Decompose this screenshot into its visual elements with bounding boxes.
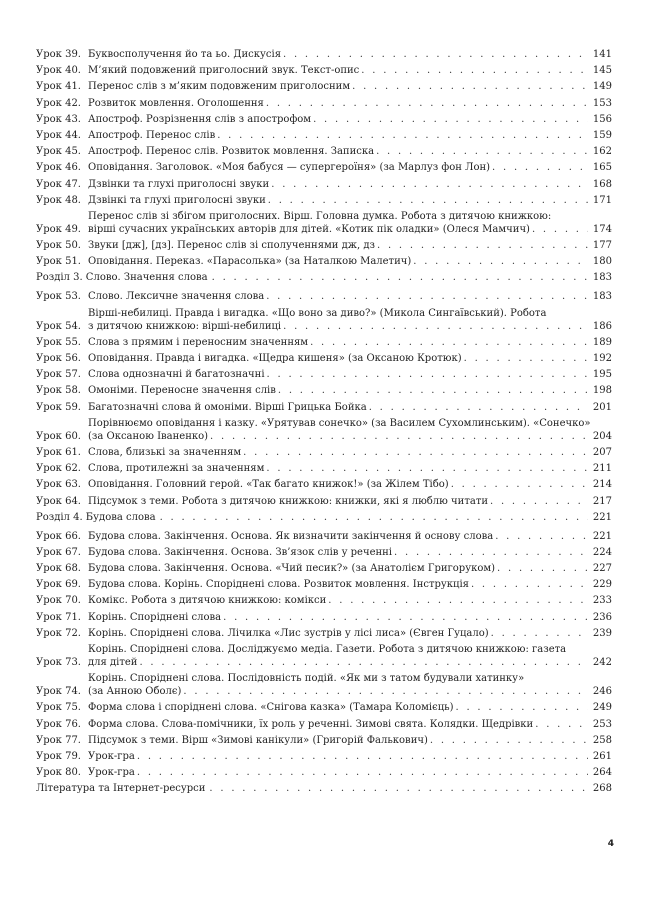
lesson-number: Урок 53. [36, 291, 81, 303]
entry-body [88, 178, 612, 191]
entry-title-row [88, 113, 612, 126]
toc-lesson-entry [36, 530, 612, 543]
entry-title: Омоніми. Переносне значення слів [88, 385, 276, 397]
entry-body [88, 129, 612, 142]
entry-title-row [88, 495, 612, 508]
entry-title: Урок-гра [88, 767, 135, 779]
dot-leader [369, 401, 588, 414]
dot-leader [464, 352, 588, 365]
entry-body [88, 766, 612, 779]
lesson-number: Урок 61. [36, 446, 81, 458]
entry-title-line: Корінь. Споріднені слова. Досліджуємо медіа. Газети. Робота з дитячою книжкою: газета [88, 644, 567, 655]
entry-title: Слова однозначні й багатозначні [88, 369, 265, 381]
entry-title-row [36, 511, 612, 524]
dot-leader [183, 685, 588, 698]
toc-lesson-entry [36, 611, 612, 624]
dot-leader [267, 368, 588, 381]
entry-body [88, 239, 612, 252]
entry-title-row [88, 223, 612, 236]
entry-title-row [88, 64, 612, 77]
dot-leader [328, 594, 588, 607]
entry-body [88, 97, 612, 110]
toc-lesson-entry [36, 194, 612, 207]
lesson-number: Урок 49. [36, 223, 81, 235]
entry-title-row [36, 271, 612, 284]
entry-title-row [88, 239, 612, 252]
entry-title-row [88, 401, 612, 414]
entry-body [88, 384, 612, 397]
entry-title-row [88, 750, 612, 763]
page-ref: 162 [592, 146, 612, 158]
entry-title-row [88, 594, 612, 607]
toc-lesson-entry [36, 417, 612, 443]
page-ref: 168 [592, 178, 612, 190]
entry-title: Будова слова. Закінчення. Основа. Як визначити закінчення й основу слова [88, 530, 494, 542]
lesson-number: Урок 74. [36, 686, 81, 698]
entry-title-row [88, 255, 612, 268]
lesson-number: Урок 69. [36, 579, 81, 591]
toc-lesson-entry [36, 255, 612, 268]
toc-lesson-entry [36, 750, 612, 763]
page-ref: 239 [592, 627, 612, 639]
page-ref: 221 [592, 530, 612, 542]
toc-lesson-entry [36, 401, 612, 414]
dot-leader [471, 578, 588, 591]
lesson-number: Урок 76. [36, 718, 81, 730]
entry-title-row [88, 368, 612, 381]
entry-body [88, 611, 612, 624]
dot-leader [376, 145, 588, 158]
lesson-number: Урок 55. [36, 336, 81, 348]
entry-title-row [88, 718, 612, 731]
dot-leader [266, 462, 588, 475]
entry-title-row [88, 352, 612, 365]
lesson-number: Урок 57. [36, 369, 81, 381]
entry-body [88, 336, 612, 349]
toc-lesson-entry [36, 643, 612, 669]
entry-body [88, 578, 612, 591]
toc-lesson-entry [36, 384, 612, 397]
page-ref: 156 [592, 113, 612, 125]
entry-title: Оповідання. Правда і вигадка. «Щедра кишеня» (за Оксаною Кротюк) [88, 353, 462, 364]
entry-body [88, 594, 612, 607]
entry-title-row [88, 145, 612, 158]
dot-leader [532, 223, 588, 236]
entry-body [88, 462, 612, 475]
lesson-number: Урок 45. [36, 146, 81, 158]
page-ref: 207 [592, 446, 612, 458]
toc-lesson-entry [36, 290, 612, 303]
lesson-number: Урок 56. [36, 353, 81, 364]
toc-lesson-entry [36, 336, 612, 349]
entry-title: (за Анною Оболє) [88, 686, 182, 698]
dot-leader [209, 782, 588, 795]
toc-lesson-entry [36, 718, 612, 731]
entry-title: Слова з прямим і переносним значенням [88, 336, 309, 348]
page-ref: 177 [592, 240, 612, 252]
toc-lesson-entry [36, 161, 612, 174]
entry-title: Урок-гра [88, 750, 135, 762]
lesson-number: Урок 80. [36, 767, 81, 779]
entry-title-row [88, 627, 612, 640]
toc-lesson-entry [36, 97, 612, 110]
entry-title-row [88, 194, 612, 207]
dot-leader [268, 194, 588, 207]
toc-lesson-entry [36, 178, 612, 191]
entry-title-row [88, 462, 612, 475]
entry-title: Розділ 3. Слово. Значення слова [36, 272, 208, 284]
page-ref: 159 [592, 129, 612, 141]
page-ref: 165 [592, 162, 612, 174]
entry-title: Корінь. Споріднені слова [88, 611, 222, 623]
entry-title: Буквосполучення йо та ьо. Дискусія [88, 49, 281, 60]
table-of-contents [36, 48, 612, 801]
entry-body [88, 417, 612, 443]
entry-body [88, 401, 612, 414]
toc-lesson-entry [36, 734, 612, 747]
dot-leader [283, 320, 588, 333]
toc-lesson-entry [36, 129, 612, 142]
entry-title-row [88, 97, 612, 110]
entry-title: Форма слова. Слова-помічники, їх роль у реченні. Зимові свята. Колядки. Щедрівки [88, 718, 534, 730]
entry-title-row [88, 430, 612, 443]
lesson-number: Урок 59. [36, 401, 81, 413]
dot-leader [451, 478, 588, 491]
toc-lesson-entry [36, 462, 612, 475]
lesson-number: Урок 75. [36, 702, 81, 714]
page-ref: 246 [592, 686, 612, 698]
entry-title: Розділ 4. Будова слова [36, 511, 156, 523]
entry-title-line: Перенос слів зі збігом приголосних. Вірш. Головна думка. Робота з дитячою книжкою: [88, 210, 552, 222]
page-ref: 264 [592, 767, 612, 779]
entry-body [88, 478, 612, 491]
dot-leader [490, 495, 588, 508]
page-ref: 268 [592, 783, 612, 795]
entry-title: для дітей [88, 657, 138, 668]
lesson-number: Урок 41. [36, 81, 81, 93]
lesson-number: Урок 44. [36, 129, 81, 141]
lesson-number: Урок 60. [36, 430, 81, 442]
lesson-number: Урок 39. [36, 49, 81, 60]
entry-title: з дитячою книжкою: вірші-небилиці [88, 320, 282, 332]
entry-body [88, 530, 612, 543]
dot-leader [495, 530, 588, 543]
entry-title: Дзвінки та глухі приголосні звуки [88, 178, 270, 190]
page-ref: 149 [592, 81, 612, 93]
page-ref: 189 [592, 336, 612, 348]
lesson-number: Урок 54. [36, 320, 81, 332]
entry-title: Корінь. Споріднені слова. Лічилка «Лис зустрів у лісі лиса» (Євген Гуцало) [88, 627, 489, 639]
entry-body [88, 718, 612, 731]
entry-title-row [88, 48, 612, 61]
toc-lesson-entry [36, 307, 612, 333]
entry-title: (за Оксаною Іваненко) [88, 430, 209, 442]
entry-title: Слово. Лексичне значення слова [88, 291, 265, 303]
entry-body [88, 352, 612, 365]
toc-lesson-entry [36, 578, 612, 591]
entry-title: Слова, протилежні за значенням [88, 463, 265, 475]
dot-leader [535, 718, 588, 731]
toc-lesson-entry [36, 546, 612, 559]
entry-title: Апостроф. Перенос слів [88, 129, 216, 141]
page-ref: 229 [592, 579, 612, 591]
page-ref: 253 [592, 718, 612, 730]
toc-section-entry [36, 271, 612, 284]
dot-leader [243, 446, 588, 459]
page-ref: 183 [592, 291, 612, 303]
page-ref: 211 [592, 463, 612, 475]
entry-title-line: Порівнюємо оповідання і казку. «Урятував сонечко» (за Василем Сухомлинським). «Сонечко» [88, 417, 591, 429]
dot-leader [160, 511, 588, 524]
entry-title-row [88, 656, 612, 669]
entry-title-row [88, 178, 612, 191]
toc-lesson-entry [36, 627, 612, 640]
lesson-number: Урок 58. [36, 385, 81, 397]
entry-title-row [88, 530, 612, 543]
page-ref: 233 [592, 595, 612, 607]
page-ref: 217 [592, 495, 612, 507]
entry-title-row [88, 562, 612, 575]
toc-lesson-entry [36, 766, 612, 779]
entry-title: вірші сучасних українських авторів для дітей. «Котик пік оладки» (Олеся Мамчич) [88, 223, 530, 235]
dot-leader [394, 546, 588, 559]
toc-lesson-entry [36, 562, 612, 575]
lesson-number: Урок 67. [36, 546, 81, 558]
lesson-number: Урок 64. [36, 495, 81, 507]
entry-title: Підсумок з теми. Робота з дитячою книжкою: книжки, які я люблю читати [88, 495, 489, 507]
dot-leader [492, 161, 588, 174]
entry-body [88, 80, 612, 93]
page-ref: 236 [592, 611, 612, 623]
entry-title: Будова слова. Закінчення. Основа. Зв’язок слів у реченні [88, 546, 393, 558]
entry-body [88, 145, 612, 158]
dot-leader [266, 97, 588, 110]
lesson-number: Урок 62. [36, 463, 81, 475]
page-ref: 195 [592, 369, 612, 381]
entry-title: Будова слова. Закінчення. Основа. «Чий песик?» (за Анатолієм Григоруком) [88, 563, 496, 575]
entry-title-row [88, 766, 612, 779]
page-ref: 180 [592, 256, 612, 268]
entry-title: Література та Інтернет-ресурси [36, 783, 206, 795]
toc-lesson-entry [36, 495, 612, 508]
entry-title: Комікс. Робота з дитячою книжкою: комікси [88, 595, 327, 607]
toc-lesson-entry [36, 80, 612, 93]
entry-title-row [88, 611, 612, 624]
lesson-number: Урок 70. [36, 595, 81, 607]
toc-lesson-entry [36, 368, 612, 381]
dot-leader [497, 562, 588, 575]
lesson-number: Урок 47. [36, 178, 81, 190]
lesson-number: Урок 42. [36, 97, 81, 109]
dot-leader [137, 750, 588, 763]
entry-title-row [88, 161, 612, 174]
page-ref: 214 [592, 479, 612, 491]
lesson-number: Урок 46. [36, 162, 81, 174]
toc-lesson-entry [36, 239, 612, 252]
lesson-number: Урок 66. [36, 530, 81, 542]
entry-body [88, 161, 612, 174]
page-ref: 201 [592, 401, 612, 413]
dot-leader [210, 430, 588, 443]
lesson-number: Урок 71. [36, 611, 81, 623]
entry-body [88, 255, 612, 268]
dot-leader [377, 239, 588, 252]
dot-leader [491, 627, 588, 640]
entry-title: Форма слова і споріднені слова. «Снігова казка» (Тамара Коломієць) [88, 702, 454, 714]
page-ref: 141 [592, 49, 612, 60]
page-ref: 204 [592, 430, 612, 442]
toc-lesson-entry [36, 594, 612, 607]
dot-leader [310, 336, 588, 349]
page-ref: 186 [592, 320, 612, 332]
dot-leader [212, 271, 588, 284]
entry-body [88, 734, 612, 747]
page-ref: 171 [592, 194, 612, 206]
dot-leader [139, 656, 588, 669]
lesson-number: Урок 40. [36, 65, 81, 77]
dot-leader [456, 701, 589, 714]
page-ref: 242 [592, 657, 612, 668]
entry-title: Звуки [дж], [дз]. Перенос слів зі сполученнями дж, дз [88, 240, 375, 252]
entry-body [88, 750, 612, 763]
entry-title-row [88, 701, 612, 714]
page-ref: 227 [592, 563, 612, 575]
page-ref: 224 [592, 546, 612, 558]
page-ref: 174 [592, 223, 612, 235]
entry-title: Розвиток мовлення. Оголошення [88, 97, 264, 109]
toc-lesson-entry [36, 210, 612, 236]
toc-lesson-entry [36, 672, 612, 698]
entry-body [88, 672, 612, 698]
toc-section-entry [36, 511, 612, 524]
toc-lesson-entry [36, 113, 612, 126]
entry-title: Перенос слів з м’яким подовженим приголосним [88, 81, 351, 93]
entry-title: Оповідання. Головний герой. «Так багато книжок!» (за Жілем Тібо) [88, 479, 449, 491]
entry-title: Підсумок з теми. Вірш «Зимові канікули» (Григорій Фалькович) [88, 734, 428, 746]
entry-title: М’який подовжений приголосний звук. Текст-опис [88, 65, 360, 77]
entry-title-row [36, 782, 612, 795]
page-ref: 153 [592, 97, 612, 109]
entry-title-line: Вірші-небилиці. Правда і вигадка. «Що воно за диво?» (Микола Сингаївський). Робота [88, 307, 547, 319]
toc-lesson-entry [36, 446, 612, 459]
lesson-number: Урок 43. [36, 113, 81, 125]
entry-body [88, 64, 612, 77]
entry-title-row [88, 384, 612, 397]
entry-body [88, 48, 612, 61]
lesson-number: Урок 51. [36, 256, 81, 268]
lesson-number: Урок 73. [36, 657, 81, 668]
page-ref: 198 [592, 385, 612, 397]
entry-title: Апостроф. Розрізнення слів з апострофом [88, 113, 312, 125]
entry-body [88, 701, 612, 714]
toc-lesson-entry [36, 48, 612, 61]
page-ref: 221 [592, 511, 612, 523]
entry-title: Дзвінкі та глухі приголосні звуки [88, 194, 266, 206]
entry-title-row [88, 578, 612, 591]
entry-title-row [88, 734, 612, 747]
lesson-number: Урок 72. [36, 627, 81, 639]
dot-leader [137, 766, 588, 779]
toc-lesson-entry [36, 352, 612, 365]
dot-leader [223, 611, 588, 624]
entry-title-row [88, 446, 612, 459]
dot-leader [313, 113, 588, 126]
page-ref: 145 [592, 65, 612, 77]
toc-lesson-entry [36, 478, 612, 491]
entry-title-row [88, 129, 612, 142]
entry-title-row [88, 685, 612, 698]
entry-title-line: Корінь. Споріднені слова. Послідовність подій. «Як ми з татом будували хатинку» [88, 673, 525, 685]
entry-title-row [88, 320, 612, 333]
lesson-number: Урок 68. [36, 563, 81, 575]
entry-body [36, 511, 612, 524]
entry-body [88, 307, 612, 333]
page-number: 4 [607, 839, 614, 849]
entry-title-row [88, 336, 612, 349]
page-ref: 258 [592, 734, 612, 746]
entry-title: Багатозначні слова й омоніми. Вірші Грицька Бойка [88, 401, 367, 413]
dot-leader [266, 290, 588, 303]
dot-leader [352, 80, 588, 93]
toc-lesson-entry [36, 145, 612, 158]
entry-title-row [88, 80, 612, 93]
dot-leader [413, 255, 588, 268]
dot-leader [430, 734, 588, 747]
entry-body [36, 782, 612, 795]
entry-title-row [88, 478, 612, 491]
lesson-number: Урок 63. [36, 479, 81, 491]
dot-leader [271, 178, 588, 191]
entry-body [88, 368, 612, 381]
entry-title: Слова, близькі за значенням [88, 446, 242, 458]
entry-body [88, 643, 612, 669]
lesson-number: Урок 50. [36, 240, 81, 252]
entry-title-row [88, 546, 612, 559]
entry-body [88, 562, 612, 575]
dot-leader [361, 64, 588, 77]
dot-leader [278, 384, 588, 397]
entry-body [88, 495, 612, 508]
lesson-number: Урок 48. [36, 194, 81, 206]
entry-body [88, 546, 612, 559]
page-ref: 183 [592, 272, 612, 284]
page-ref: 192 [592, 353, 612, 364]
entry-title: Будова слова. Корінь. Споріднені слова. Розвиток мовлення. Інструкція [88, 579, 469, 591]
toc-lesson-entry [36, 64, 612, 77]
entry-title: Оповідання. Переказ. «Парасолька» (за Наталкою Малетич) [88, 256, 412, 268]
entry-title: Апостроф. Перенос слів. Розвиток мовлення. Записка [88, 146, 375, 158]
lesson-number: Урок 77. [36, 734, 81, 746]
entry-title: Оповідання. Заголовок. «Моя бабуся — супергероїня» (за Марлуз фон Лон) [88, 162, 491, 174]
entry-title-row [88, 290, 612, 303]
toc-section-entry [36, 782, 612, 795]
entry-body [88, 446, 612, 459]
page-ref: 249 [592, 702, 612, 714]
dot-leader [283, 48, 588, 61]
lesson-number: Урок 79. [36, 750, 81, 762]
page-ref: 261 [592, 750, 612, 762]
entry-body [88, 210, 612, 236]
toc-lesson-entry [36, 701, 612, 714]
dot-leader [217, 129, 588, 142]
entry-body [88, 627, 612, 640]
entry-body [36, 271, 612, 284]
entry-body [88, 290, 612, 303]
entry-body [88, 113, 612, 126]
entry-body [88, 194, 612, 207]
